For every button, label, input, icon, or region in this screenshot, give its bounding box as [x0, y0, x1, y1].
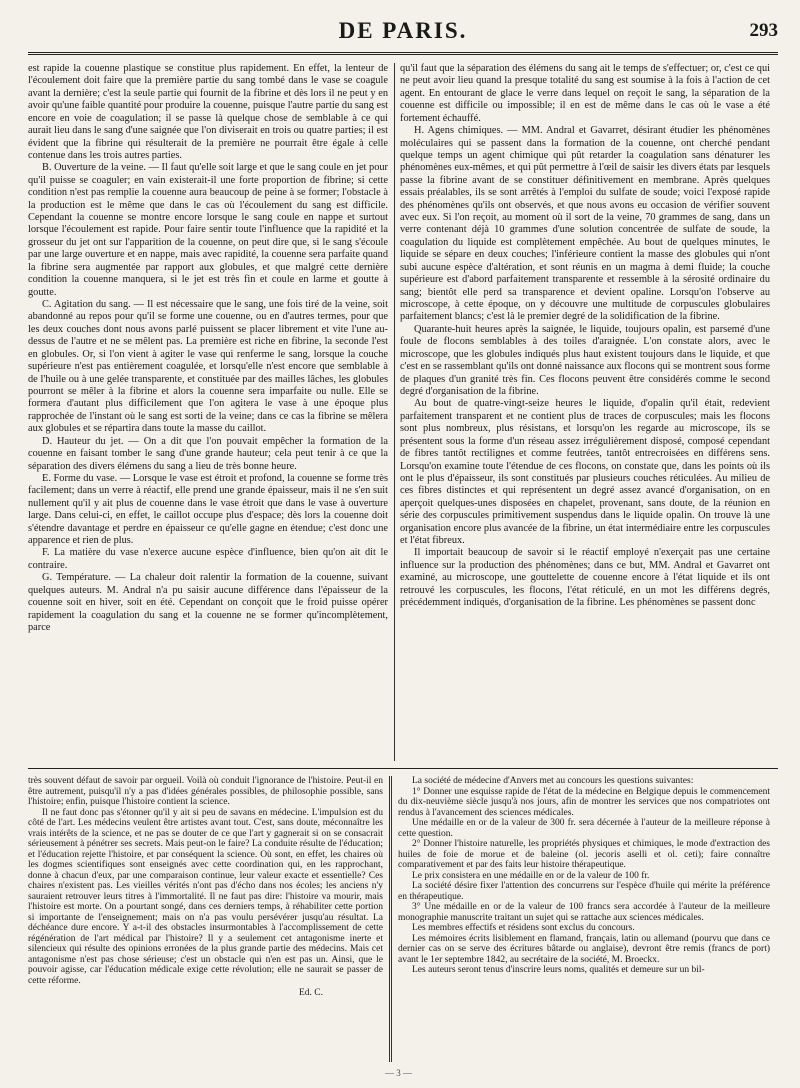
- bottom-left-column: [28, 776, 383, 1062]
- paragraph: F. La matière du vase n'exerce aucune espèce d'influence, bien qu'on ait dit le contraire.: [28, 547, 388, 571]
- signature: Ed. C.: [298, 988, 323, 998]
- paragraph: est rapide la couenne plastique se constitue plus rapidement. En effet, la lenteur de l'écoulement doit faire que la première partie du sang tombé dans le vase se coagule avant la dernière; c'est la seule partie qui fournit de la fibrine et dès lors il ne peut y en avoir qu'une faible quantité pour produire la couenne, puisque l'autre partie du sang est encore en voie de coagulation; il se passe là quelque chose de semblable à ce qui aurait lieu dans le sang d'une saignée que l'on diviserait en trois ou quatre parties; il est évident que la fibrine qui résulterait de la première ne pourrait être égale à celle contenue dans les trois autres parties.: [28, 63, 388, 161]
- paragraph: Il importait beaucoup de savoir si le réactif employé n'exerçait pas une certaine influence sur la production des phénomènes; dans ce but, MM. Andral et Gavarret ont examiné, au microscope, une gouttelette de couenne encore à l'état liquide et ils ont retrouvé les corpuscules, les flocons, l'état réticulé, en un mot les différens degrés, précédemment indiqués, d'organisation de la fibrine. Les phénomènes se passent donc: [400, 547, 770, 609]
- paragraph: Les mémoires écrits lisiblement en flamand, français, latin ou allemand (pourvu que dans ce dernier cas on se serve des écritures bâtarde ou anglaise), devront être remis (francs de port) avant le 1er septembre 1842, au secrétaire de la société, M. Broeckx.: [398, 933, 770, 965]
- paragraph: H. Agens chimiques. — MM. Andral et Gavarret, désirant étudier les phénomènes moléculaires qui se passent dans la formation de la couenne, ont cherché pendant quelque temps un agent chimique qui pût retarder la coagulation sans dénaturer les phénomènes eux-mêmes, et qui pût permettre à l'œil de saisir les divers états par lesquels passe la fibrine avant de se constituer définitivement en membrane. Après quelques essais préalables, ils se sont arrêtés à l'emploi du sulfate de soude; voici l'exposé rapide des phénomènes qu'ils ont observés, et que nous avons eu occasion de vérifier souvent avec eux. Si l'on reçoit, au moment où il sort de la veine, 70 grammes de sang, dans un verre contenant déjà 10 grammes d'une solution concentrée de sulfate de soude, la coagulation du liquide est complètement empêchée. Au bout de quelques minutes, le liquide se sépare en deux couches; l'inférieure contient la masse des globules qui n'ont subi aucune espèce d'altération, et sont réunis en un magma à demi fluide; la couche supérieure est d'abord parfaitement transparente et ressemble à la sérosité ordinaire du sang; bientôt elle perd sa transparence et devient opaline. Lorsqu'on l'observe au microscope, à cette époque, on y découvre une multitude de corpuscules globulaires parfaitement blancs; c'est là le premier degré de la solidification de la fibrine.: [400, 125, 770, 323]
- paragraph: Au bout de quatre-vingt-seize heures le liquide, d'opalin qu'il était, redevient parfaitement transparent et ne contient plus de traces de corpuscules; mais les flocons sont plus nombreux, plus résistans, et lorsqu'on les regarde au microscope, ils se présentent sous la forme d'un réseau assez irrégulièrement disposé, composé cependant de fibres tantôt rectilignes et comme feutrées, tantôt entrecroisées en différens sens. Lorsqu'on examine toute l'étendue de ces flocons, on constate que, dans les points où ils ont le plus d'épaisseur, ils sont constitués par plusieurs couches réticulées. Au milieu de ces fibres distinctes et qui représentent un degré assez avancé d'organisation, on en aperçoit quelques-unes disposées en chapelet, provenant, sans doute, de la réunion en série des corpuscules primitivement suspendus dans le liquide opalin. On trouve là une organisation encore plus avancée de la fibrine, un état intermédiaire entre les corpuscules et l'état fibreux.: [400, 398, 770, 547]
- paragraph: La société de médecine d'Anvers met au concours les questions suivantes:: [412, 776, 694, 786]
- footer-mark: — 3 —: [385, 1068, 412, 1078]
- paragraph: C. Agitation du sang. — Il est nécessaire que le sang, une fois tiré de la veine, soit abandonné au repos pour qu'il se forme une couenne, ou en d'autres termes, pour que les deux couches dont nous avons parlé puissent se placer librement et vite l'une au-dessus de l'autre et ne se mêlent pas. La première est riche en fibrine, la seconde l'est en globules. Or, si l'on vient à agiter le vase qui renferme le sang, lorsque la couche supérieure n'est pas entièrement coagulée, et lorsqu'elle n'est encore que semblable à de l'huile ou à une gelée transparente, et constituée par des mailles lâches, les globules pourront se mêler à la fibrine et alors la couenne sera imparfaite ou nulle. Elle se formera d'autant plus difficilement que l'on agitera le vase à une époque plus rapprochée de l'instant où le sang est sorti de la veine; dans ce cas la fibrine se mêlera aux globules et se répartira dans toute la masse du caillot.: [28, 299, 388, 435]
- page-header: [28, 18, 778, 48]
- paragraph: Une médaille en or de la valeur de 300 fr. sera décernée à l'auteur de la meilleure réponse à cette question.: [398, 818, 770, 839]
- paragraph: Quarante-huit heures après la saignée, le liquide, toujours opalin, est parsemé d'une foule de flocons semblables à des toiles d'araignée. L'on constate alors, avec le microscope, que les globules indiqués plus haut existent toujours dans le liquide, et que c'est en se rassemblant qu'ils ont donné naissance aux flocons qui se montrent sous forme de plaques d'un granité très fin. Ces flocons peuvent être considérés comme le second degré d'organisation de la fibrine.: [400, 323, 770, 397]
- paragraph: qu'il faut que la séparation des élémens du sang ait le temps de s'effectuer; or, c'est ce qui ne peut avoir lieu quand la presque totalité du sang est soumise à la fois à l'action de cet agent. En entourant de glace le verre dans lequel on reçoit le sang, la séparation de la couenne est difficile ou impossible; il en est de même dans le cas où le vase a été fortement échauffé.: [400, 63, 770, 124]
- column-divider: [394, 63, 395, 761]
- paragraph: G. Température. — La chaleur doit ralentir la formation de la couenne, suivant quelques auteurs. M. Andral n'a pu saisir aucune différence dans l'épaisseur de la couenne soit en hiver, soit en été. Cependant on conçoit que le froid puisse opérer rapidement la coagulation du sang et la couenne ne se former qu'incomplètement, parce: [28, 572, 388, 633]
- paragraph: Les membres effectifs et résidens sont exclus du concours.: [412, 923, 635, 933]
- top-right-column: [400, 63, 770, 761]
- paragraph: E. Forme du vase. — Lorsque le vase est étroit et profond, la couenne se forme très facilement; dans un verre à réactif, elle prend une grande épaisseur, mais il ne s'en suit nullement qu'il y ait plus de couenne dans le vase étroit que dans le vase à ouverture large. Dans celui-ci, en effet, le caillot occupe plus d'espace; dès lors la couenne doit s'étendre davantage et perdre en épaisseur ce qu'elle gagne en étendue; c'est donc une apparence et rien de plus.: [28, 472, 388, 547]
- paragraph: Le prix consistera en une médaille en or de la valeur de 100 fr.: [412, 870, 650, 881]
- paragraph: 1° Donner une esquisse rapide de l'état de la médecine en Belgique depuis le commencement du dix-neuvième siècle jusqu'à nos jours, afin de montrer les services que nos compatriotes ont rendus à l'avancement des sciences médicales.: [398, 786, 770, 818]
- paragraph: B. Ouverture de la veine. — Il faut qu'elle soit large et que le sang coule en jet pour qu'il puisse se coaguler; en vain existerait-il une forte proportion de fibrine; si cette condition n'est pas remplie la couenne aura beaucoup de peine à se former; l'obstacle à la production est le même que dans le cas où l'écoulement du sang est difficile. Cependant la couenne se montre encore lorsque le sang coule en nappe et surtout lorsque l'écoulement est rapide. Pour faire sentir toute l'influence que la rapidité et la grosseur du jet ont sur l'apparition de la couenne, on peut dire que, si le sang s'écoule par une large ouverture et en nappe, mais avec rapidité, la couenne sera parfaite quand la fibrine sera augmentée par rapport aux globules, et que malgré cette dernière condition la couenne manquera, si le jet est très fin et coule en larme et goutte à goutte.: [28, 162, 388, 298]
- column-divider-double: [389, 776, 392, 1062]
- top-left-column: [28, 63, 388, 761]
- running-title: DE PARIS.: [338, 18, 468, 43]
- header-rule: [28, 52, 778, 55]
- bottom-right-column: [398, 776, 770, 1062]
- section-rule: [28, 768, 778, 769]
- paragraph: 2° Donner l'histoire naturelle, les propriétés physiques et chimiques, le mode d'extraction des huiles de foie de morue et de baleine (ol. jecoris aselli et ol. ceti); faire connaître comparativement et par des faits leur histoire thérapeutique.: [398, 839, 770, 870]
- paragraph: D. Hauteur du jet. — On a dit que l'on pouvait empêcher la formation de la couenne en faisant tomber le sang d'une grande hauteur; cela peut tenir à ce que la séparation des divers élémens du sang a lieu de très bonne heure.: [28, 435, 388, 472]
- paragraph: La société désire fixer l'attention des concurrens sur l'espèce d'huile qui mérite la préférence en thérapeutique.: [398, 881, 770, 902]
- paragraph: très souvent défaut de savoir par orgueil. Voilà où conduit l'ignorance de l'histoire. Peut-il en être autrement, puisqu'il n'y a pas d'idées générales possibles, de philosophie possible, sans l'histoire; enfin, puisque l'histoire contient la science.: [28, 776, 383, 807]
- paragraph: Il ne faut donc pas s'étonner qu'il y ait si peu de savans en médecine. L'impulsion est du côté de l'art. Les médecins veulent être artistes avant tout. C'est, sans doute, méconnaître les vrais intérêts de la science, et ne pas se douter de ce que l'art y gagnerait si on se consacrait sérieusement à pénétrer ses secrets. Mais peut-on le faire? La conduite résulte de l'éducation; et l'éducation rejette l'histoire, et par conséquent la science. Où sont, en effet, les chaires où les dogmes scientifiques sont enseignés avec cette coordination qui, en les rapprochant, donne à chacun d'eux, par une comparaison continue, leur valeur exacte et essentielle? Ces chaires n'existent pas. Les vieilles vérités n'ont pas d'écho dans nos écoles; les anciens n'y sauraient retrouver leurs titres à l'immortalité. Il ne faut pas dire: l'histoire va mourir, mais l'histoire est morte. On a pourtant songé, dans ces derniers temps, à réhabiliter cette portion si importante de l'enseignement; mais on n'a pas voulu persévérer jusqu'au résultat. La déchéance dure encore. Y a-t-il des obstacles insurmontables à l'accomplissement de cette régénération de l'art médical par l'histoire? Il y a seulement cet antagonisme inerte et silencieux qui résulte des opinions erronées de la plus grande partie des médecins. Mais cet antagonisme n'est pas chose sérieuse; c'est un obstacle qui n'en est pas un. Ainsi, que le pouvoir agisse, car l'éducation médicale exige cette révolution; elle ne saurait se passer de cette réforme.: [28, 807, 383, 986]
- page-number: 293: [749, 20, 778, 41]
- paragraph: 3° Une médaille en or de la valeur de 100 francs sera accordée à l'auteur de la meilleure monographie manuscrite traitant un sujet qui se rattache aux sciences médicales.: [398, 902, 770, 923]
- paragraph: Les auteurs seront tenus d'inscrire leurs noms, qualités et demeure sur un bil-: [412, 965, 705, 975]
